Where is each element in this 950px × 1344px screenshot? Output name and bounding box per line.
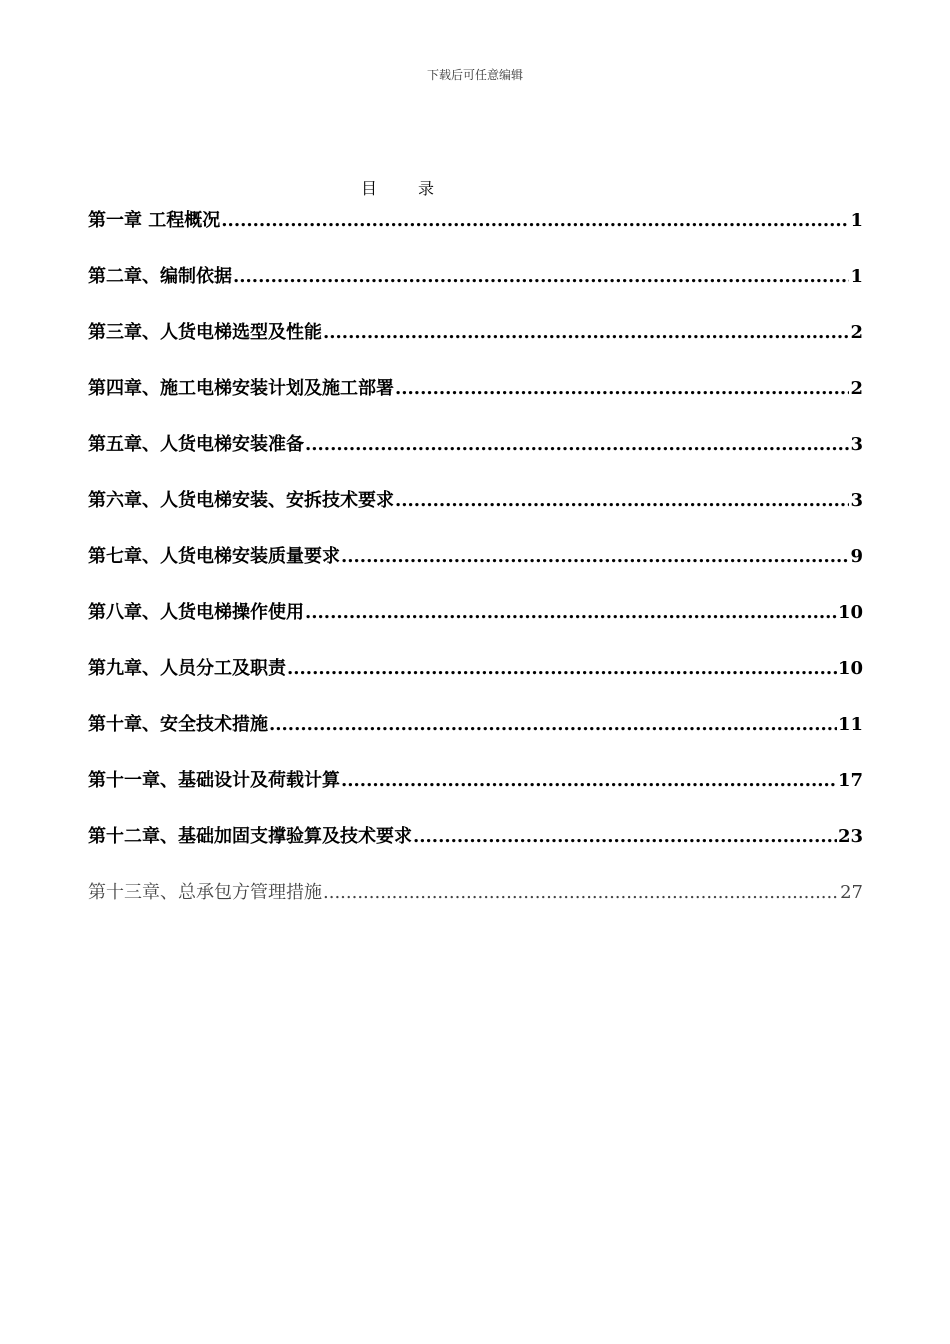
toc-entry-chapter-7[interactable]: [88, 543, 863, 599]
toc-entry-page: 27: [840, 882, 863, 903]
toc-entry-page: 10: [837, 602, 863, 623]
toc-entry-chapter-9[interactable]: [88, 655, 863, 711]
toc-entry-label: 第五章、人货电梯安装准备: [88, 434, 304, 455]
toc-dot-leader: [221, 207, 849, 235]
toc-entry-chapter-3[interactable]: [88, 319, 863, 375]
toc-entry-label: 第十二章、基础加固支撑验算及技术要求: [88, 826, 412, 847]
toc-entry-label: 第七章、人货电梯安装质量要求: [88, 546, 340, 567]
toc-entry-page: 3: [850, 490, 863, 511]
toc-entry-label: 第十三章、总承包方管理措施: [88, 882, 322, 903]
toc-entry-chapter-5[interactable]: [88, 431, 863, 487]
toc-entry-page: 10: [837, 658, 863, 679]
toc-entry-page: 11: [837, 714, 863, 735]
toc-entry-page: 23: [837, 826, 863, 847]
toc-dot-leader: [305, 431, 849, 459]
toc-entry-chapter-11[interactable]: [88, 767, 863, 823]
toc-entry-label: 第一章 工程概况: [88, 210, 221, 231]
toc-entry-label: 第六章、人货电梯安装、安拆技术要求: [88, 490, 394, 511]
toc-entry-page: 1: [850, 266, 863, 287]
toc-entry-page: 1: [850, 210, 863, 231]
toc-entry-chapter-2[interactable]: [88, 263, 863, 319]
toc-entry-page: 9: [850, 546, 863, 567]
toc-entry-label: 第八章、人货电梯操作使用: [88, 602, 304, 623]
toc-entry-page: 3: [850, 434, 863, 455]
toc-dot-leader: [341, 543, 849, 571]
toc-dot-leader: [341, 767, 837, 795]
toc-dot-leader: [413, 823, 837, 851]
toc-entry-label: 第四章、施工电梯安装计划及施工部署: [88, 378, 394, 399]
toc-entry-page: 2: [850, 322, 863, 343]
page-header: 下载后可任意编辑: [426, 68, 523, 82]
table-of-contents: [88, 207, 863, 935]
toc-dot-leader: [395, 487, 849, 515]
toc-entry-page: 17: [837, 770, 863, 791]
toc-entry-label: 第十章、安全技术措施: [88, 714, 268, 735]
toc-entry-chapter-1[interactable]: [88, 207, 863, 263]
toc-entry-chapter-6[interactable]: [88, 487, 863, 543]
toc-entry-label: 第三章、人货电梯选型及性能: [88, 322, 322, 343]
toc-entry-chapter-8[interactable]: [88, 599, 863, 655]
toc-dot-leader: [233, 263, 849, 291]
toc-entry-chapter-10[interactable]: [88, 711, 863, 767]
toc-entry-label: 第二章、编制依据: [88, 266, 232, 287]
toc-title: 目 录: [360, 179, 453, 198]
toc-entry-page: 2: [850, 378, 863, 399]
toc-entry-chapter-4[interactable]: [88, 375, 863, 431]
toc-entry-chapter-13[interactable]: [88, 879, 863, 935]
toc-dot-leader: [323, 319, 849, 347]
toc-entry-label: 第十一章、基础设计及荷载计算: [88, 770, 340, 791]
toc-dot-leader: [269, 711, 837, 739]
toc-entry-chapter-12[interactable]: [88, 823, 863, 879]
toc-dot-leader: [287, 655, 837, 683]
toc-dot-leader: [323, 879, 839, 907]
toc-entry-label: 第九章、人员分工及职责: [88, 658, 286, 679]
toc-dot-leader: [395, 375, 849, 403]
toc-dot-leader: [305, 599, 837, 627]
